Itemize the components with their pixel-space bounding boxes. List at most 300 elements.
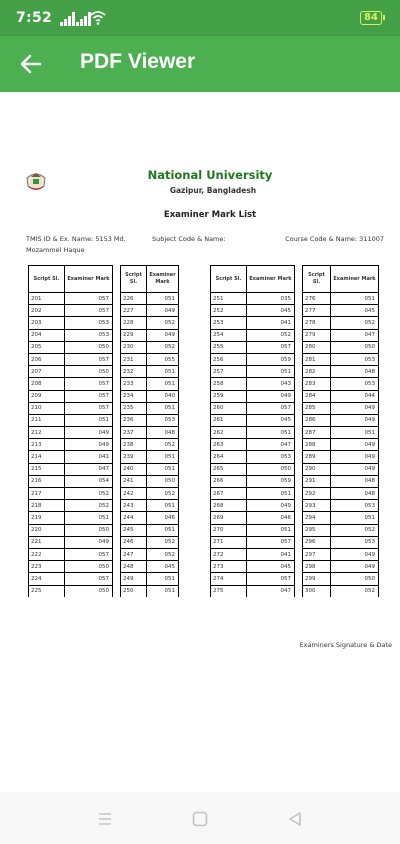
script-sl-cell: 227 [121, 305, 147, 317]
examiner-mark-cell: 049 [65, 427, 113, 439]
table-row [303, 439, 379, 451]
table-row [211, 414, 295, 426]
script-sl-cell: 224 [29, 573, 65, 585]
script-sl-cell: 214 [29, 451, 65, 463]
examiner-mark-cell: 051 [147, 378, 179, 390]
examiner-mark-cell: 049 [331, 439, 379, 451]
script-sl-cell: 240 [121, 463, 147, 475]
table-row [303, 293, 379, 305]
examiner-mark-cell: 049 [331, 561, 379, 573]
script-sl-cell: 205 [29, 341, 65, 353]
table-row [121, 341, 179, 353]
examiner-mark-cell: 049 [331, 548, 379, 560]
table-row [121, 451, 179, 463]
examiner-mark-cell: 053 [65, 317, 113, 329]
examiner-mark-cell: 051 [147, 463, 179, 475]
header-examiner-mark: Examiner Mark [247, 266, 295, 293]
examiner-mark-cell: 052 [65, 488, 113, 500]
script-sl-cell: 286 [303, 414, 331, 426]
examiner-mark-cell: 053 [331, 536, 379, 548]
script-sl-cell: 230 [121, 341, 147, 353]
script-sl-cell: 233 [121, 378, 147, 390]
examiner-mark-cell: 051 [247, 488, 295, 500]
examiner-mark-cell: 051 [247, 366, 295, 378]
script-sl-cell: 216 [29, 475, 65, 487]
script-sl-cell: 277 [303, 305, 331, 317]
script-sl-cell: 221 [29, 536, 65, 548]
examiner-mark-cell: 057 [247, 536, 295, 548]
script-sl-cell: 249 [121, 573, 147, 585]
table-row [211, 500, 295, 512]
examiner-mark-cell: 045 [247, 305, 295, 317]
script-sl-cell: 232 [121, 366, 147, 378]
table-row [303, 488, 379, 500]
table-row [121, 439, 179, 451]
examiner-mark-cell: 057 [65, 293, 113, 305]
script-sl-cell: 218 [29, 500, 65, 512]
table-row [29, 548, 113, 560]
examiner-mark-cell: 048 [331, 475, 379, 487]
examiner-mark-cell: 052 [147, 341, 179, 353]
script-sl-cell: 260 [211, 402, 247, 414]
table-row [303, 451, 379, 463]
examiner-mark-cell: 052 [147, 488, 179, 500]
script-sl-cell: 245 [121, 524, 147, 536]
script-sl-cell: 229 [121, 329, 147, 341]
table-row [211, 561, 295, 573]
table-row [29, 561, 113, 573]
examiner-mark-cell: 050 [65, 524, 113, 536]
examiner-mark-cell: 052 [331, 524, 379, 536]
table-row [29, 512, 113, 524]
table-row [121, 402, 179, 414]
script-sl-cell: 288 [303, 439, 331, 451]
table-row [303, 341, 379, 353]
examiner-mark-cell: 041 [247, 317, 295, 329]
header-script-sl: Script Sl. [211, 266, 247, 293]
table-row [29, 536, 113, 548]
script-sl-cell: 222 [29, 548, 65, 560]
script-sl-cell: 276 [303, 293, 331, 305]
table-row [29, 500, 113, 512]
script-sl-cell: 262 [211, 427, 247, 439]
examiner-mark-cell: 053 [331, 378, 379, 390]
examiner-mark-cell: 051 [147, 573, 179, 585]
examiner-mark-cell: 057 [65, 573, 113, 585]
examiner-mark-cell: 041 [247, 548, 295, 560]
examiner-mark-cell: 051 [147, 402, 179, 414]
table-row [121, 463, 179, 475]
examiner-mark-cell: 051 [147, 451, 179, 463]
header-examiner-mark: Examiner Mark [65, 266, 113, 293]
script-sl-cell: 274 [211, 573, 247, 585]
script-sl-cell: 202 [29, 305, 65, 317]
examiner-mark-cell: 057 [65, 305, 113, 317]
table-row [211, 573, 295, 585]
examiner-mark-cell: 050 [331, 573, 379, 585]
table-row [303, 500, 379, 512]
examiner-mark-cell: 052 [147, 536, 179, 548]
mark-table [210, 265, 295, 597]
table-row [121, 353, 179, 365]
script-sl-cell: 257 [211, 366, 247, 378]
examiner-mark-cell: 047 [65, 463, 113, 475]
examiner-mark-cell: 050 [331, 341, 379, 353]
examiner-mark-cell: 051 [65, 414, 113, 426]
table-row [121, 366, 179, 378]
examiner-mark-cell: 043 [247, 378, 295, 390]
examiner-mark-cell: 050 [247, 463, 295, 475]
script-sl-cell: 201 [29, 293, 65, 305]
script-sl-cell: 266 [211, 475, 247, 487]
examiner-mark-cell: 051 [331, 293, 379, 305]
examiner-mark-cell: 050 [65, 366, 113, 378]
script-sl-cell: 247 [121, 548, 147, 560]
script-sl-cell: 280 [303, 341, 331, 353]
examiner-mark-cell: 048 [331, 366, 379, 378]
page-title: PDF Viewer [80, 50, 196, 73]
script-sl-cell: 223 [29, 561, 65, 573]
menu-icon[interactable] [96, 810, 114, 828]
table-row [303, 512, 379, 524]
table-row [121, 317, 179, 329]
wifi-icon [90, 10, 106, 26]
script-sl-cell: 252 [211, 305, 247, 317]
examiner-mark-cell: 054 [65, 475, 113, 487]
table-row [211, 488, 295, 500]
script-sl-cell: 271 [211, 536, 247, 548]
script-sl-cell: 259 [211, 390, 247, 402]
table-row [121, 548, 179, 560]
script-sl-cell: 248 [121, 561, 147, 573]
table-row [211, 548, 295, 560]
script-sl-cell: 292 [303, 488, 331, 500]
table-row [211, 366, 295, 378]
examiner-mark-cell: 045 [331, 305, 379, 317]
examiner-mark-cell: 049 [65, 536, 113, 548]
examiner-mark-cell: 052 [331, 317, 379, 329]
examiner-mark-cell: 051 [65, 512, 113, 524]
table-row [121, 293, 179, 305]
examiner-mark-cell: 041 [65, 451, 113, 463]
home-icon[interactable] [191, 810, 209, 828]
table-row [211, 378, 295, 390]
table-row [303, 305, 379, 317]
header-script-sl: Script Sl. [303, 266, 331, 293]
battery-level: 84 [364, 12, 378, 23]
examiner-mark-cell: 046 [147, 512, 179, 524]
examiner-mark-cell: 040 [147, 390, 179, 402]
table-row [121, 585, 179, 597]
mark-table [120, 265, 179, 597]
university-name: National University [147, 168, 273, 182]
table-row [121, 305, 179, 317]
table-row [29, 353, 113, 365]
script-sl-cell: 265 [211, 463, 247, 475]
pdf-page[interactable] [0, 92, 400, 792]
table-row [303, 475, 379, 487]
examiner-mark-cell: 053 [331, 500, 379, 512]
examiner-mark-cell: 051 [147, 293, 179, 305]
table-row [121, 378, 179, 390]
table-row [29, 451, 113, 463]
script-sl-cell: 228 [121, 317, 147, 329]
signal-icon [76, 12, 90, 26]
script-sl-cell: 211 [29, 414, 65, 426]
script-sl-cell: 293 [303, 500, 331, 512]
table-row [29, 366, 113, 378]
script-sl-cell: 225 [29, 585, 65, 597]
table-row [303, 366, 379, 378]
script-sl-cell: 206 [29, 353, 65, 365]
table-row [29, 427, 113, 439]
table-row [29, 524, 113, 536]
back-nav-icon[interactable] [286, 810, 304, 828]
table-row [303, 353, 379, 365]
examiner-mark-cell: 049 [247, 500, 295, 512]
examiner-mark-cell: 059 [247, 475, 295, 487]
examiner-mark-cell: 048 [331, 488, 379, 500]
battery-icon [360, 11, 382, 25]
script-sl-cell: 261 [211, 414, 247, 426]
table-row [303, 573, 379, 585]
table-row [121, 573, 179, 585]
script-sl-cell: 300 [303, 585, 331, 597]
table-row [29, 329, 113, 341]
table-row [303, 390, 379, 402]
script-sl-cell: 267 [211, 488, 247, 500]
meta-examiner: TMIS ID & Ex. Name: 5153 Md. [26, 235, 126, 243]
table-row [211, 524, 295, 536]
examiner-mark-cell: 049 [147, 329, 179, 341]
table-row [29, 390, 113, 402]
examiner-mark-cell: 049 [65, 439, 113, 451]
mark-table [302, 265, 379, 597]
script-sl-cell: 213 [29, 439, 65, 451]
script-sl-cell: 208 [29, 378, 65, 390]
script-sl-cell: 299 [303, 573, 331, 585]
script-sl-cell: 239 [121, 451, 147, 463]
table-row [121, 536, 179, 548]
table-row [211, 427, 295, 439]
table-row [211, 402, 295, 414]
examiner-mark-cell: 052 [147, 439, 179, 451]
examiner-mark-cell: 047 [247, 585, 295, 597]
script-sl-cell: 235 [121, 402, 147, 414]
mark-table [28, 265, 113, 597]
table-row [211, 353, 295, 365]
examiner-mark-cell: 049 [147, 305, 179, 317]
status-bar [0, 0, 400, 36]
script-sl-cell: 231 [121, 353, 147, 365]
examiner-mark-cell: 049 [331, 402, 379, 414]
examiner-mark-cell: 057 [65, 402, 113, 414]
script-sl-cell: 295 [303, 524, 331, 536]
examiner-mark-cell: 045 [147, 561, 179, 573]
table-row [303, 378, 379, 390]
header-examiner-mark: Examiner Mark [331, 266, 379, 293]
examiner-mark-cell: 052 [147, 317, 179, 329]
table-row [211, 536, 295, 548]
examiner-mark-cell: 052 [65, 500, 113, 512]
examiner-mark-cell: 044 [331, 390, 379, 402]
examiner-mark-cell: 053 [331, 353, 379, 365]
script-sl-cell: 203 [29, 317, 65, 329]
script-sl-cell: 287 [303, 427, 331, 439]
table-row [303, 427, 379, 439]
document-title: Examiner Mark List [163, 210, 257, 220]
script-sl-cell: 251 [211, 293, 247, 305]
script-sl-cell: 258 [211, 378, 247, 390]
script-sl-cell: 269 [211, 512, 247, 524]
script-sl-cell: 253 [211, 317, 247, 329]
examiner-mark-cell: 051 [247, 524, 295, 536]
examiner-mark-cell: 049 [331, 414, 379, 426]
script-sl-cell: 226 [121, 293, 147, 305]
examiner-mark-cell: 053 [65, 329, 113, 341]
examiner-mark-cell: 057 [247, 341, 295, 353]
examiner-mark-cell: 050 [65, 341, 113, 353]
table-row [29, 341, 113, 353]
table-row [211, 439, 295, 451]
examiner-mark-cell: 051 [147, 524, 179, 536]
examiner-mark-cell: 047 [331, 329, 379, 341]
examiner-mark-cell: 052 [331, 585, 379, 597]
table-row [29, 305, 113, 317]
script-sl-cell: 255 [211, 341, 247, 353]
examiner-mark-cell: 052 [247, 329, 295, 341]
script-sl-cell: 281 [303, 353, 331, 365]
table-row [121, 524, 179, 536]
table-row [303, 524, 379, 536]
script-sl-cell: 275 [211, 585, 247, 597]
table-row [303, 536, 379, 548]
script-sl-cell: 204 [29, 329, 65, 341]
examiner-mark-cell: 053 [147, 414, 179, 426]
script-sl-cell: 256 [211, 353, 247, 365]
table-row [211, 293, 295, 305]
script-sl-cell: 264 [211, 451, 247, 463]
table-row [29, 317, 113, 329]
examiner-mark-cell: 051 [147, 500, 179, 512]
examiner-mark-cell: 055 [147, 353, 179, 365]
script-sl-cell: 289 [303, 451, 331, 463]
table-row [303, 317, 379, 329]
examiner-mark-cell: 057 [65, 353, 113, 365]
script-sl-cell: 270 [211, 524, 247, 536]
meta-course: Course Code & Name: 311007 [285, 235, 384, 243]
table-row [303, 463, 379, 475]
script-sl-cell: 209 [29, 390, 65, 402]
table-row [211, 451, 295, 463]
script-sl-cell: 297 [303, 548, 331, 560]
examiner-mark-cell: 051 [147, 366, 179, 378]
table-row [211, 390, 295, 402]
script-sl-cell: 246 [121, 536, 147, 548]
app-bar [0, 36, 400, 92]
table-row [121, 475, 179, 487]
examiner-mark-cell: 057 [65, 548, 113, 560]
examiner-mark-cell: 051 [331, 512, 379, 524]
examiner-mark-cell: 053 [247, 451, 295, 463]
table-row [303, 561, 379, 573]
examiner-mark-cell: 049 [247, 390, 295, 402]
back-button[interactable] [14, 48, 48, 80]
table-row [303, 414, 379, 426]
table-row [29, 378, 113, 390]
table-row [121, 390, 179, 402]
table-row [303, 402, 379, 414]
examiner-mark-cell: 049 [331, 463, 379, 475]
status-time: 7:52 [16, 10, 53, 26]
examiner-mark-cell: 052 [147, 548, 179, 560]
examiner-mark-cell: 049 [331, 451, 379, 463]
script-sl-cell: 210 [29, 402, 65, 414]
table-row [121, 329, 179, 341]
table-row [29, 439, 113, 451]
table-row [211, 463, 295, 475]
examiner-mark-cell: 046 [247, 512, 295, 524]
table-row [211, 585, 295, 597]
meta-examiner-name: Mozammel Haque [26, 246, 85, 254]
table-row [29, 414, 113, 426]
examiner-mark-cell: 057 [247, 573, 295, 585]
table-row [211, 512, 295, 524]
script-sl-cell: 220 [29, 524, 65, 536]
script-sl-cell: 285 [303, 402, 331, 414]
table-row [29, 573, 113, 585]
examiner-mark-cell: 051 [147, 585, 179, 597]
table-row [29, 293, 113, 305]
script-sl-cell: 217 [29, 488, 65, 500]
script-sl-cell: 290 [303, 463, 331, 475]
script-sl-cell: 296 [303, 536, 331, 548]
script-sl-cell: 234 [121, 390, 147, 402]
script-sl-cell: 241 [121, 475, 147, 487]
table-row [121, 500, 179, 512]
script-sl-cell: 279 [303, 329, 331, 341]
examiner-mark-cell: 057 [247, 402, 295, 414]
university-location: Gazipur, Bangladesh [169, 186, 257, 195]
table-row [121, 512, 179, 524]
examiner-mark-cell: 057 [65, 378, 113, 390]
meta-subject: Subject Code & Name: [152, 235, 226, 243]
script-sl-cell: 268 [211, 500, 247, 512]
signature-label: Examiners Signature & Date [299, 641, 392, 649]
examiner-mark-cell: 051 [247, 427, 295, 439]
script-sl-cell: 219 [29, 512, 65, 524]
script-sl-cell: 254 [211, 329, 247, 341]
script-sl-cell: 207 [29, 366, 65, 378]
table-row [211, 305, 295, 317]
examiner-mark-cell: 048 [147, 427, 179, 439]
table-row [29, 463, 113, 475]
table-row [303, 329, 379, 341]
examiner-mark-cell: 050 [65, 561, 113, 573]
script-sl-cell: 283 [303, 378, 331, 390]
script-sl-cell: 284 [303, 390, 331, 402]
table-row [211, 341, 295, 353]
script-sl-cell: 244 [121, 512, 147, 524]
table-row [211, 329, 295, 341]
script-sl-cell: 298 [303, 561, 331, 573]
examiner-mark-cell: 045 [247, 414, 295, 426]
script-sl-cell: 238 [121, 439, 147, 451]
script-sl-cell: 237 [121, 427, 147, 439]
script-sl-cell: 215 [29, 463, 65, 475]
script-sl-cell: 282 [303, 366, 331, 378]
script-sl-cell: 273 [211, 561, 247, 573]
